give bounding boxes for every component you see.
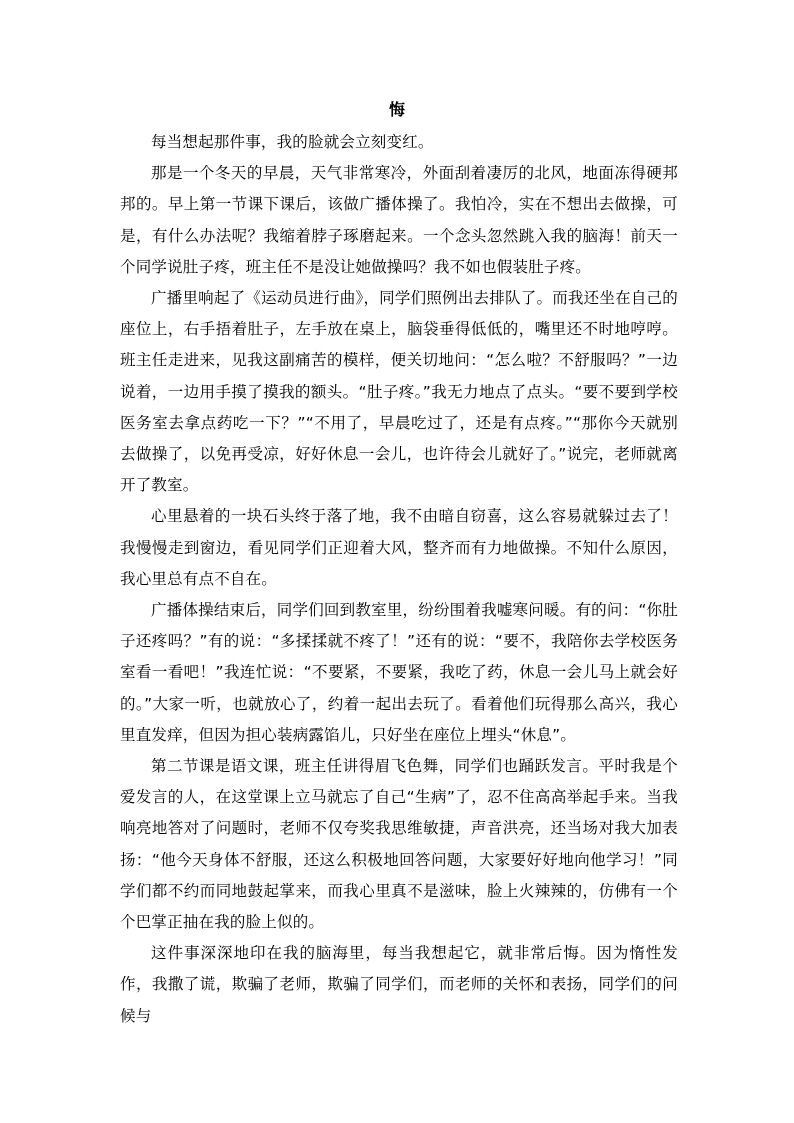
paragraph-6: 第二节课是语文课，班主任讲得眉飞色舞，同学们也踊跃发言。平时我是个爱发言的人，在这堂课上立马就忘了自己“生病”了，忍不住高高举起手来。当我响亮地答对了问题时，老师不仅夸奖我思维敏捷，声音洪亮，还当场对我大加表扬：“他今天身体不舒服，还这么积极地回答问题，大家要好好地向他学习！”同学们都不约而同地鼓起掌来，而我心里真不是滋味，脸上火辣辣的，仿佛有一个个巴掌正抽在我的脸上似的。 [120, 757, 678, 932]
document-title: 悔 [388, 100, 405, 119]
paragraph-3: 广播里响起了《运动员进行曲》，同学们照例出去排队了。而我还坐在自己的座位上，右手捂着肚子，左手放在桌上，脑袋垂得低低的，嘴里还不时地哼哼。班主任走进来，见我这副痛苦的模样，便关切地问：“怎么啦？不舒服吗？”一边说着，一边用手摸了摸我的额头。“肚子疼。”我无力地点了点头。“要不要到学校医务室去拿点药吃一下？”“不用了，早晨吃过了，还是有点疼。”“那你今天就别去做操了，以免再受凉，好好休息一会儿，也许待会儿就好了。”说完，老师就离开了教室。 [120, 289, 678, 495]
paragraph-2: 那是一个冬天的早晨，天气非常寒冷，外面刮着凄厉的北风，地面冻得硬邦邦的。早上第一节课下课后，该做广播体操了。我怕冷，实在不想出去做操，可是，有什么办法呢？我缩着脖子琢磨起来。一个念头忽然跳入我的脑海！前天一个同学说肚子疼，班主任不是没让她做操吗？我不如也假装肚子疼。 [120, 164, 678, 276]
paragraph-1: 每当想起那件事，我的脸就会立刻变红。 [151, 133, 434, 151]
paragraph-7: 这件事深深地印在我的脑海里，每当我想起它，就非常后悔。因为惰性发作，我撒了谎，欺骗了老师，欺骗了同学们，而老师的关怀和表扬，同学们的问候与 [120, 944, 678, 1025]
paragraph-5: 广播体操结束后，同学们回到教室里，纷纷围着我嘘寒问暖。有的问：“你肚子还疼吗？”有的说：“多揉揉就不疼了！”还有的说：“要不，我陪你去学校医务室看一看吧！”我连忙说：“不要紧，不要紧，我吃了药，休息一会儿马上就会好的。”大家一听，也就放心了，约着一起出去玩了。看着他们玩得那么高兴，我心里直发痒，但因为担心装病露馅儿，只好坐在座位上埋头“休息”。 [120, 601, 678, 744]
paragraph-4: 心里悬着的一块石头终于落了地，我不由暗自窃喜，这么容易就躲过去了！我慢慢走到窗边，看见同学们正迎着大风，整齐而有力地做操。不知什么原因，我心里总有点不自在。 [120, 507, 678, 588]
document-body [120, 127, 678, 1032]
